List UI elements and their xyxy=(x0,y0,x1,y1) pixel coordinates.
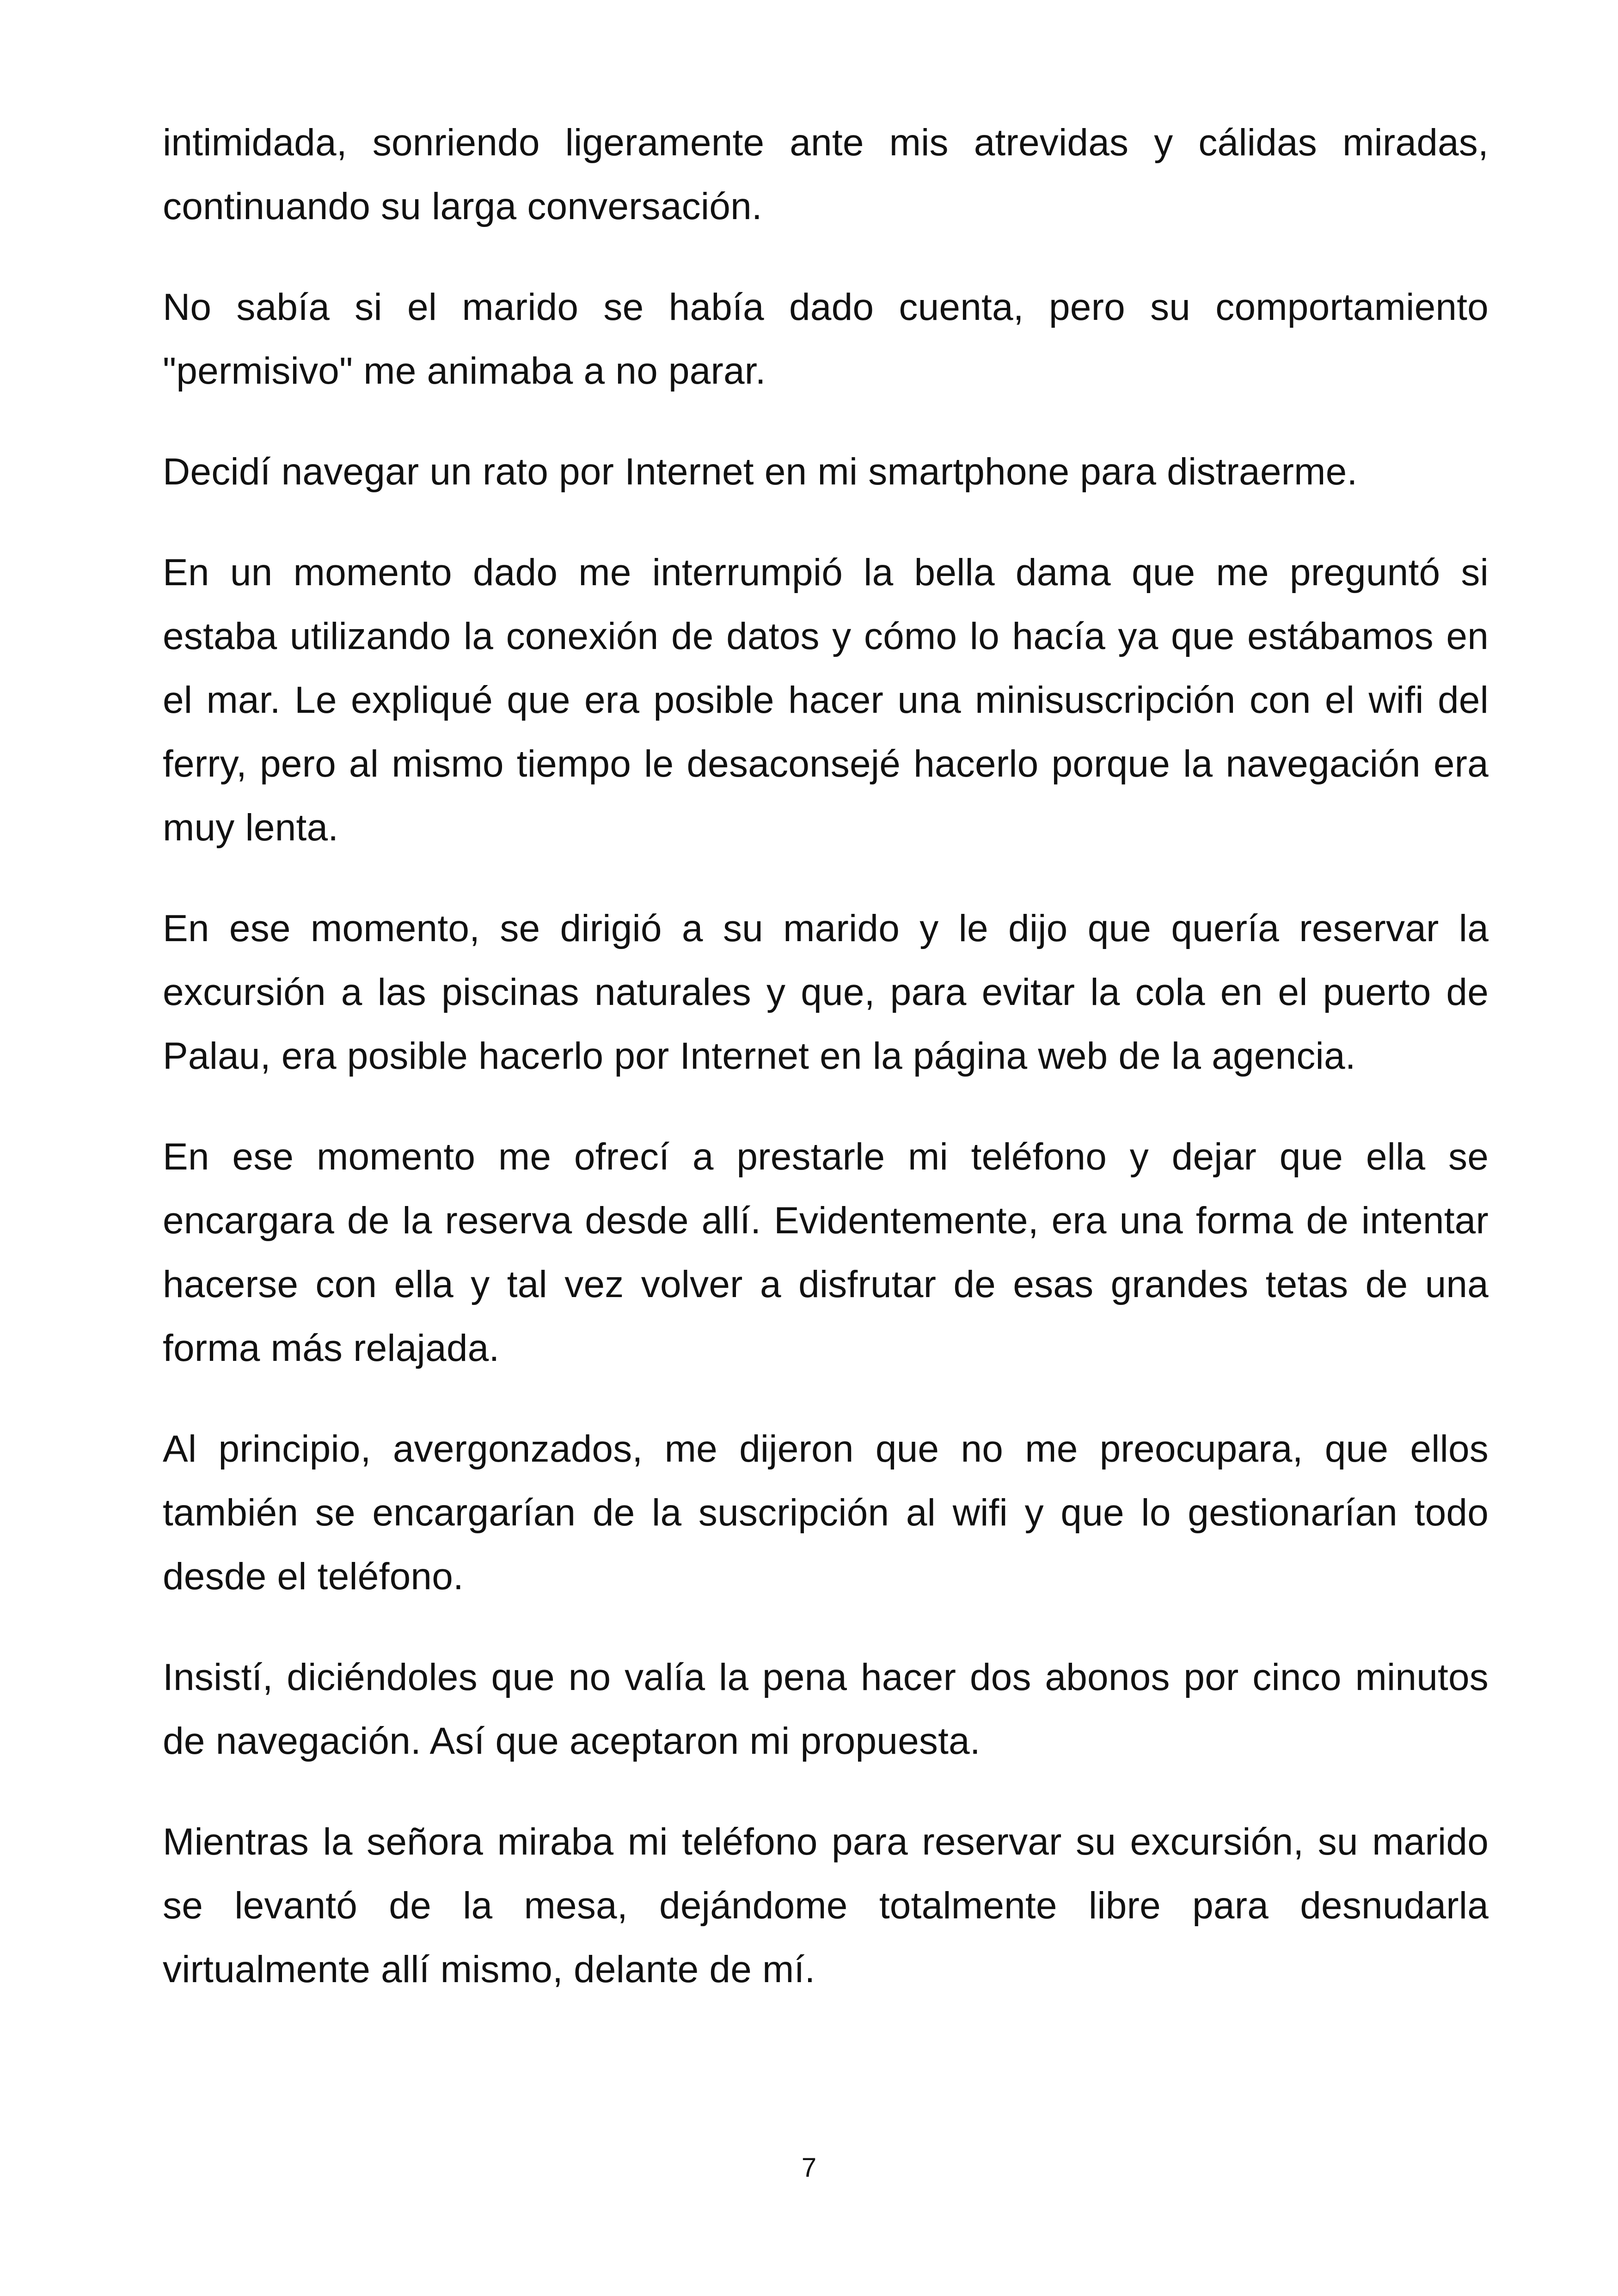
paragraph-2: No sabía si el marido se había dado cuenta, pero su comportamiento "permisivo" me animaba a no parar. xyxy=(163,286,1489,392)
paragraph-3: Decidí navegar un rato por Internet en mi smartphone para distraerme. xyxy=(163,451,1358,493)
paragraph-1: intimidada, sonriendo ligeramente ante mis atrevidas y cálidas miradas, continuando su larga conversación. xyxy=(163,122,1489,227)
paragraph-4: En un momento dado me interrumpió la bella dama que me preguntó si estaba utilizando la conexión de datos y cómo lo hacía ya que estábamos en el mar. Le expliqué que era posible hacer una minisuscripción con el wifi del ferry, pero al mismo tiempo le desaconsejé hacerlo porque la navegación era muy lenta. xyxy=(163,551,1489,849)
page-number: 7 xyxy=(801,2153,817,2183)
paragraph-9: Mientras la señora miraba mi teléfono para reservar su excursión, su marido se levantó de la mesa, dejándome totalmente libre para desnudarla virtualmente allí mismo, delante de mí. xyxy=(163,1821,1489,1990)
paragraph-5: En ese momento, se dirigió a su marido y le dijo que quería reservar la excursión a las piscinas naturales y que, para evitar la cola en el puerto de Palau, era posible hacerlo por Internet en la página web de la agencia. xyxy=(163,907,1489,1077)
body-text xyxy=(163,111,1489,2039)
paragraph-6: En ese momento me ofrecí a prestarle mi teléfono y dejar que ella se encargara de la reserva desde allí. Evidentemente, era una forma de intentar hacerse con ella y tal vez volver a disfrutar de esas grandes tetas de una forma más relajada. xyxy=(163,1136,1489,1369)
paragraph-8: Insistí, diciéndoles que no valía la pena hacer dos abonos por cinco minutos de navegación. Así que aceptaron mi propuesta. xyxy=(163,1656,1489,1762)
paragraph-7: Al principio, avergonzados, me dijeron que no me preocupara, que ellos también se encargarían de la suscripción al wifi y que lo gestionarían todo desde el teléfono. xyxy=(163,1428,1489,1598)
